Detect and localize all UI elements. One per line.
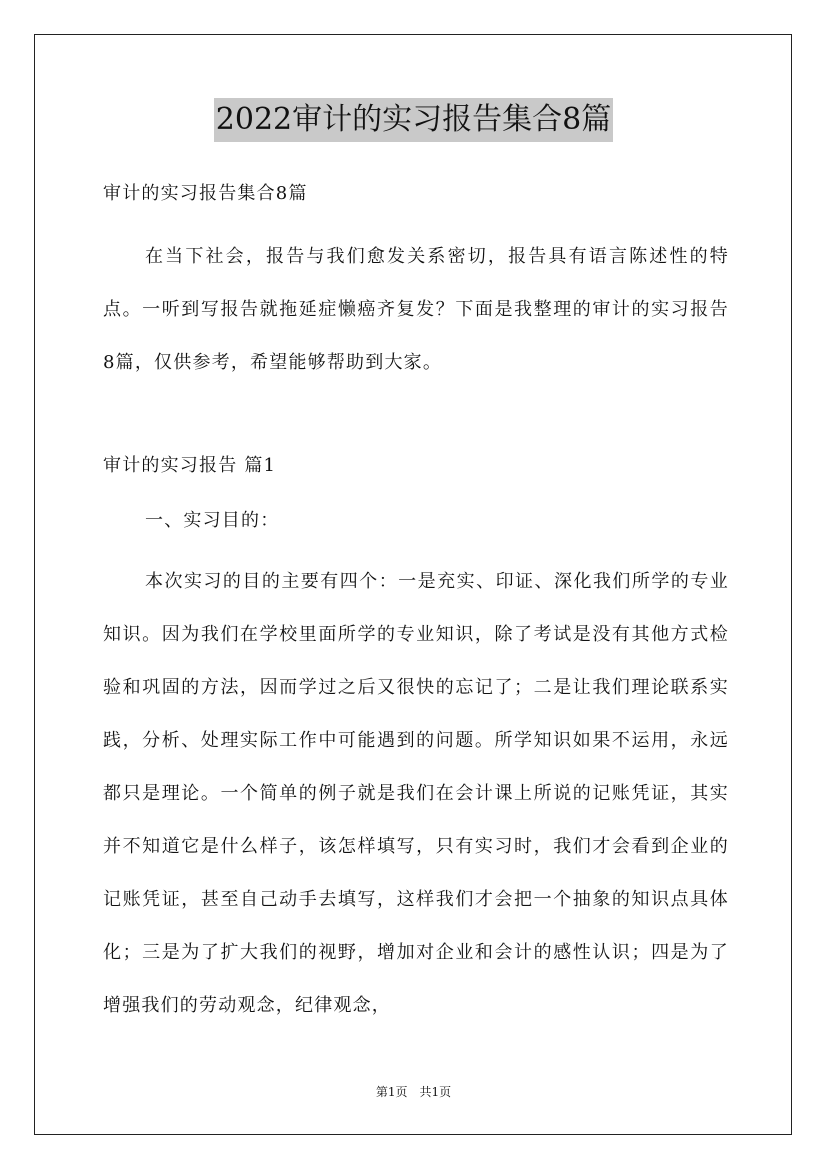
document-title: 2022审计的实习报告集合8篇 <box>214 98 613 142</box>
page-total-label: 共1页 <box>419 1085 452 1099</box>
body-paragraph: 本次实习的目的主要有四个：一是充实、印证、深化我们所学的专业知识。因为我们在学校里面所学的专业知识，除了考试是没有其他方式检验和巩固的方法，因而学过之后又很快的忘记了；二是让我们理论联系实践，分析、处理实际工作中可能遇到的问题。所学知识如果不运用，永远都只是理论。一个简单的例子就是我们在会计课上所说的记账凭证，其实并不知道它是什么样子，该怎样填写，只有实习时，我们才会看到企业的记账凭证，甚至自己动手去填写，这样我们才会把一个抽象的知识点具体化；三是为了扩大我们的视野，增加对企业和会计的感性认识；四是为了增强我们的劳动观念，纪律观念， <box>103 571 729 1016</box>
page-footer <box>0 1083 827 1101</box>
intro-paragraph: 在当下社会，报告与我们愈发关系密切，报告具有语言陈述性的特点。一听到写报告就拖延症懒癌齐复发？下面是我整理的审计的实习报告8篇，仅供参考，希望能够帮助到大家。 <box>103 246 729 373</box>
document-subtitle: 审计的实习报告集合8篇 <box>103 183 308 204</box>
page-number-label: 第1页 <box>375 1085 408 1099</box>
section-heading: 审计的实习报告 篇1 <box>103 455 277 476</box>
title-container <box>0 98 827 142</box>
item-heading: 一、实习目的： <box>145 510 280 531</box>
